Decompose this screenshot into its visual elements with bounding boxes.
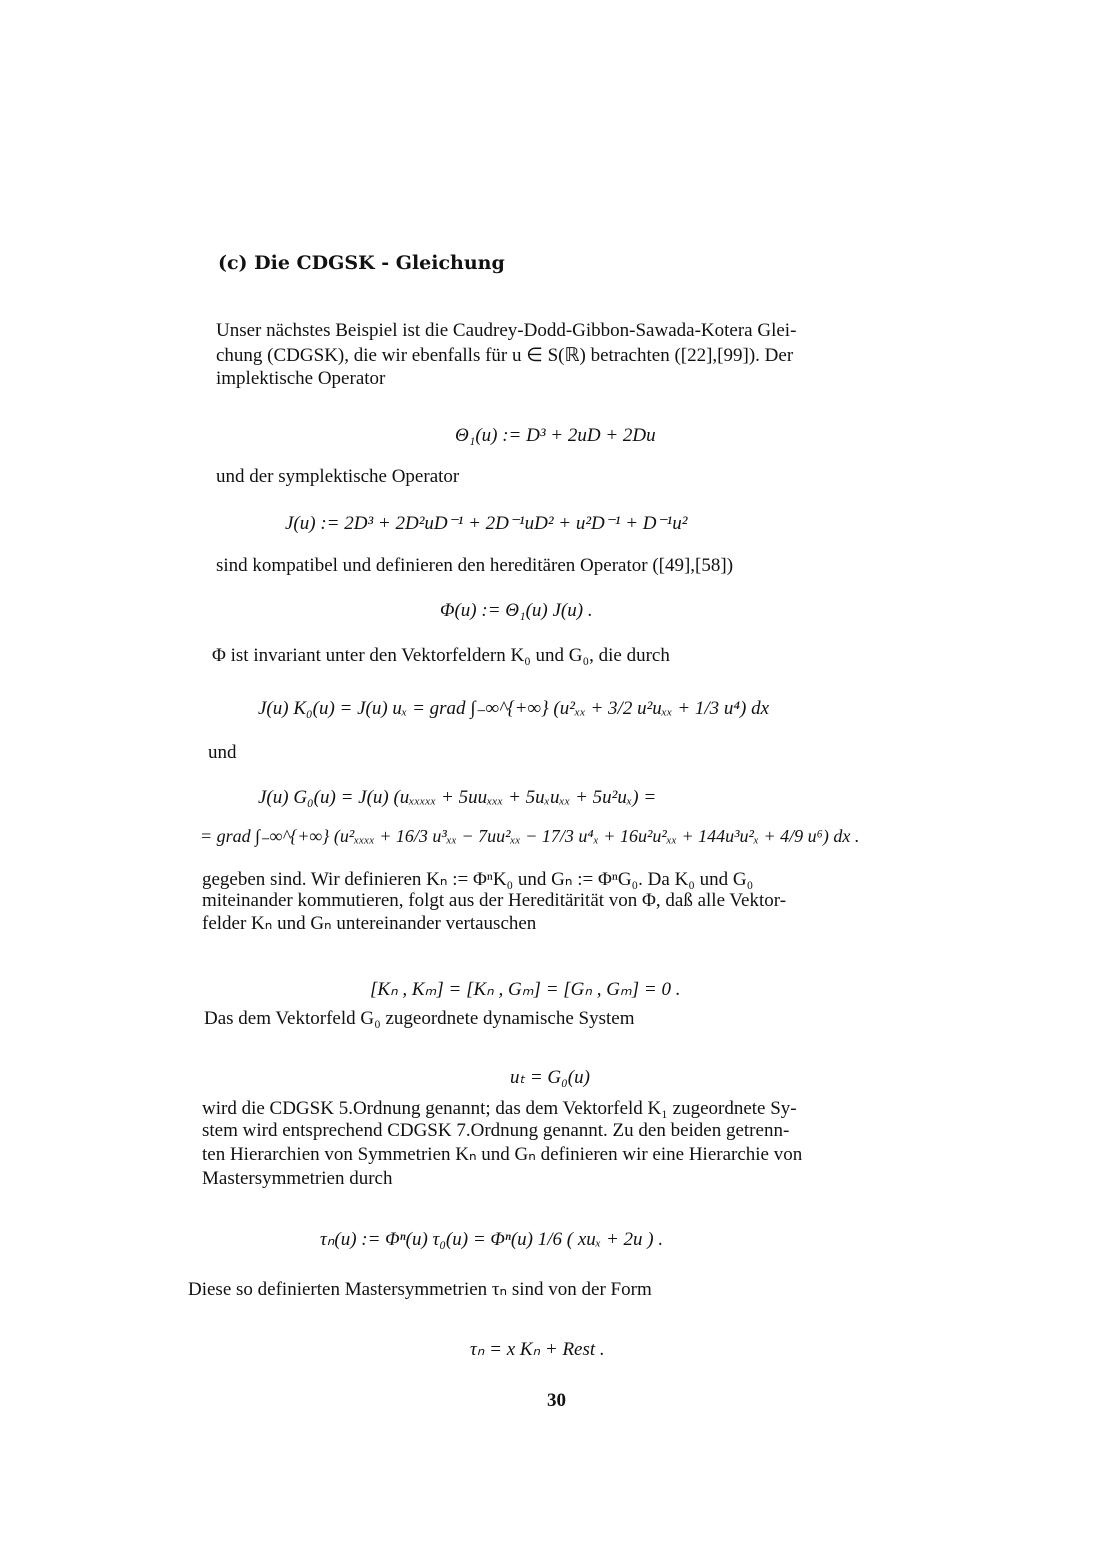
page-number: 30 [547, 1390, 566, 1411]
text-line: Diese so definierten Mastersymmetrien τₙ sind von der Form [188, 1279, 652, 1300]
equation-theta: Θ₁(u) := D³ + 2uD + 2Du [455, 425, 656, 446]
paragraph-line: Unser nächstes Beispiel ist die Caudrey-Dodd-Gibbon-Sawada-Kotera Glei- [216, 320, 797, 341]
equation-commutators: [Kₙ , Kₘ] = [Kₙ , Gₘ] = [Gₙ , Gₘ] = 0 . [370, 979, 681, 1000]
equation-tau: τₙ(u) := Φⁿ(u) τ₀(u) = Φⁿ(u) 1/6 ( xuₓ + 2u ) . [320, 1229, 664, 1250]
paragraph-line: miteinander kommutieren, folgt aus der Hereditärität von Φ, daß alle Vektor- [202, 890, 787, 911]
paragraph-line: Mastersymmetrien durch [202, 1168, 393, 1189]
paragraph-line: implektische Operator [216, 368, 386, 389]
text-line: sind kompatibel und definieren den hereditären Operator ([49],[58]) [216, 555, 734, 576]
equation-K0: J(u) K₀(u) = J(u) uₓ = grad ∫₋∞^{+∞} (u²ₓₓ + 3/2 u²uₓₓ + 1/3 u⁴) dx [258, 698, 770, 719]
equation-phi: Φ(u) := Θ₁(u) J(u) . [440, 600, 593, 621]
text-line: und der symplektische Operator [216, 466, 460, 487]
equation-G0-line1: J(u) G₀(u) = J(u) (uₓₓₓₓₓ + 5uuₓₓₓ + 5uₓuₓₓ + 5u²uₓ) = [258, 787, 657, 808]
equation-J: J(u) := 2D³ + 2D²uD⁻¹ + 2D⁻¹uD² + u²D⁻¹ + D⁻¹u² [285, 513, 688, 534]
paragraph-line: stem wird entsprechend CDGSK 7.Ordnung genannt. Zu den beiden getrenn- [202, 1120, 790, 1141]
paragraph-line: gegeben sind. Wir definieren Kₙ := ΦⁿK₀ und Gₙ := ΦⁿG₀. Da K₀ und G₀ [202, 869, 754, 890]
text-line: Das dem Vektorfeld G₀ zugeordnete dynamische System [204, 1008, 635, 1029]
equation-G0-line2: = grad ∫₋∞^{+∞} (u²ₓₓₓₓ + 16/3 u³ₓₓ − 7uu²ₓₓ − 17/3 u⁴ₓ + 16u²u²ₓₓ + 144u³u²ₓ + 4/9 u⁶) dx . [200, 826, 860, 846]
paragraph-line: ten Hierarchien von Symmetrien Kₙ und Gₙ definieren wir eine Hierarchie von [202, 1144, 803, 1165]
paragraph-line: felder Kₙ und Gₙ untereinander vertauschen [202, 913, 537, 934]
paragraph-line: wird die CDGSK 5.Ordnung genannt; das dem Vektorfeld K₁ zugeordnete Sy- [202, 1098, 797, 1119]
paragraph-line: chung (CDGSK), die wir ebenfalls für u ∈ S(ℝ) betrachten ([22],[99]). Der [216, 345, 794, 366]
equation-tau-n: τₙ = x Kₙ + Rest . [470, 1339, 605, 1360]
text-line: und [208, 742, 237, 763]
section-heading: (c) Die CDGSK - Gleichung [218, 252, 505, 274]
text-line: Φ ist invariant unter den Vektorfeldern K₀ und G₀, die durch [212, 645, 670, 666]
equation-ut: uₜ = G₀(u) [510, 1067, 590, 1088]
